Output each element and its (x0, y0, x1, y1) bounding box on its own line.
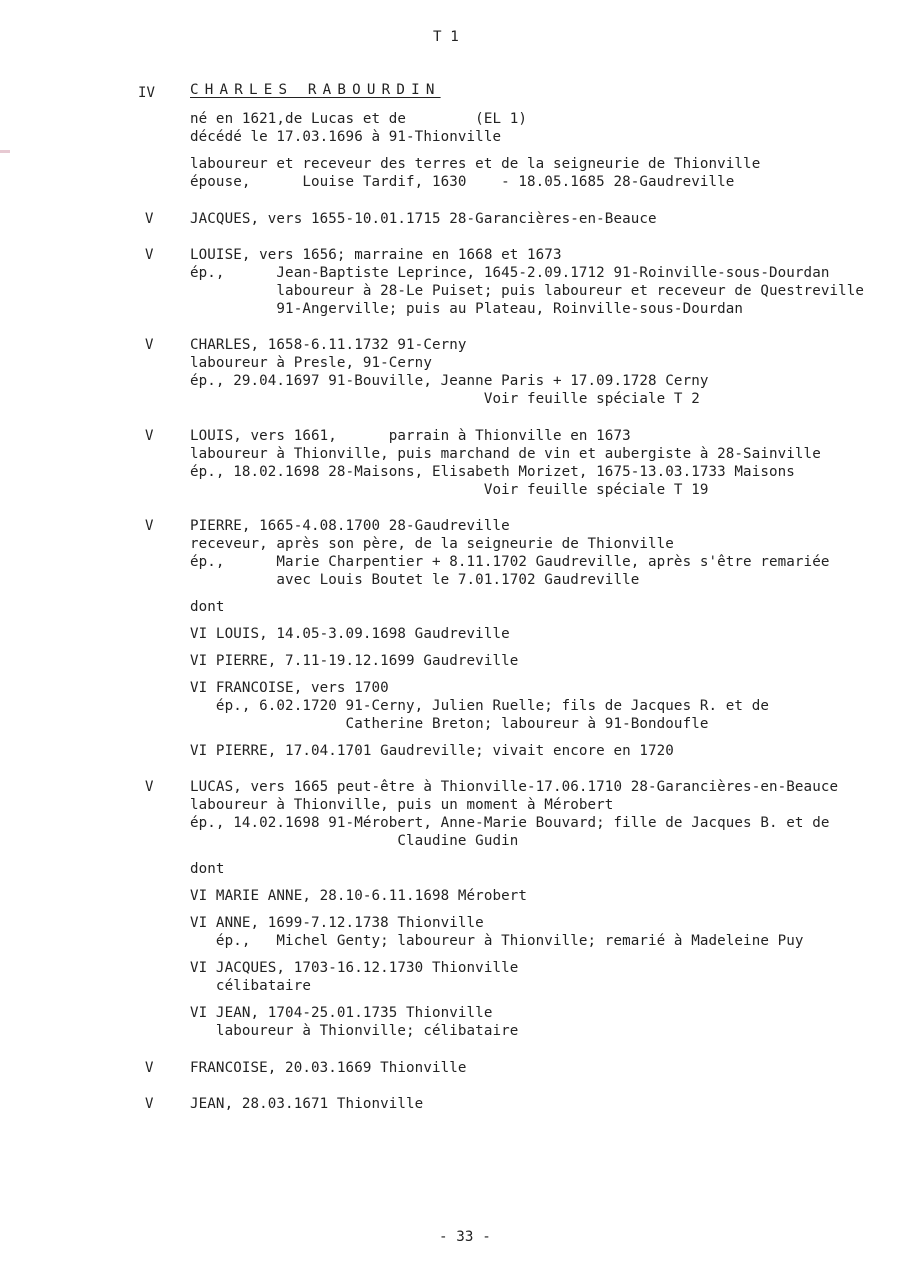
entry-line: ép., 18.02.1698 28-Maisons, Elisabeth Morizet, 1675-13.03.1733 Maisons (190, 464, 795, 480)
generation-label: V (145, 337, 154, 353)
grandchild-line: Catherine Breton; laboureur à 91-Bondoufle (190, 716, 709, 732)
grandchild-line: ép., Michel Genty; laboureur à Thionville; remarié à Madeleine Puy (190, 933, 804, 949)
birth-line: né en 1621,de Lucas et de (EL 1) (190, 111, 528, 127)
grandchild-line: VI JACQUES, 1703-16.12.1730 Thionville (190, 960, 519, 976)
generation-label: V (145, 247, 154, 263)
entry-line: PIERRE, 1665-4.08.1700 28-Gaudreville (190, 518, 510, 534)
entry-line: FRANCOISE, 20.03.1669 Thionville (190, 1060, 467, 1076)
entry-line: CHARLES, 1658-6.11.1732 91-Cerny (190, 337, 467, 353)
entry-line: Voir feuille spéciale T 19 (190, 482, 709, 498)
grandchild-line: VI ANNE, 1699-7.12.1738 Thionville (190, 915, 484, 931)
dont-label: dont (190, 861, 225, 877)
entry-line: ép., 29.04.1697 91-Bouville, Jeanne Paris + 17.09.1728 Cerny (190, 373, 709, 389)
generation-label: V (145, 518, 154, 534)
entry-line: JACQUES, vers 1655-10.01.1715 28-Garancières-en-Beauce (190, 211, 657, 227)
spouse-line: épouse, Louise Tardif, 1630 - 18.05.1685 28-Gaudreville (190, 174, 735, 190)
entry-line: laboureur à Thionville, puis marchand de vin et aubergiste à 28-Sainville (190, 446, 821, 462)
grandchild-line: VI FRANCOISE, vers 1700 (190, 680, 389, 696)
grandchild-line: VI JEAN, 1704-25.01.1735 Thionville (190, 1005, 493, 1021)
grandchild-line: VI LOUIS, 14.05-3.09.1698 Gaudreville (190, 626, 510, 642)
entry-line: laboureur à Thionville, puis un moment à Mérobert (190, 797, 614, 813)
entry-line: JEAN, 28.03.1671 Thionville (190, 1096, 424, 1112)
page-number: - 33 - (439, 1229, 491, 1245)
entry-line: receveur, après son père, de la seigneurie de Thionville (190, 536, 674, 552)
grandchild-line: VI PIERRE, 7.11-19.12.1699 Gaudreville (190, 653, 519, 669)
person-name: CHARLES RABOURDIN (190, 82, 441, 98)
entry-line: LUCAS, vers 1665 peut-être à Thionville-17.06.1710 28-Garancières-en-Beauce (190, 779, 839, 795)
entry-line: ép., 14.02.1698 91-Mérobert, Anne-Marie Bouvard; fille de Jacques B. et de (190, 815, 830, 831)
scan-mark (0, 150, 10, 153)
entry-line: LOUIS, vers 1661, parrain à Thionville en 1673 (190, 428, 631, 444)
dont-label: dont (190, 599, 225, 615)
grandchild-line: laboureur à Thionville; célibataire (190, 1023, 519, 1039)
grandchild-line: VI PIERRE, 17.04.1701 Gaudreville; vivait encore en 1720 (190, 743, 674, 759)
generation-label: V (145, 1060, 154, 1076)
death-line: décédé le 17.03.1696 à 91-Thionville (190, 129, 502, 145)
entry-line: Claudine Gudin (190, 833, 519, 849)
entry-line: avec Louis Boutet le 7.01.1702 Gaudreville (190, 572, 640, 588)
generation-label: V (145, 779, 154, 795)
grandchild-line: célibataire (190, 978, 311, 994)
generation-label: V (145, 1096, 154, 1112)
entry-line: 91-Angerville; puis au Plateau, Roinville-sous-Dourdan (190, 301, 744, 317)
entry-line: laboureur à 28-Le Puiset; puis laboureur et receveur de Questreville (190, 283, 865, 299)
entry-line: ép., Marie Charpentier + 8.11.1702 Gaudreville, après s'être remariée (190, 554, 830, 570)
generation-label: IV (138, 85, 156, 101)
entry-line: ép., Jean-Baptiste Leprince, 1645-2.09.1712 91-Roinville-sous-Dourdan (190, 265, 830, 281)
entry-line: LOUISE, vers 1656; marraine en 1668 et 1673 (190, 247, 562, 263)
grandchild-line: VI MARIE ANNE, 28.10-6.11.1698 Mérobert (190, 888, 528, 904)
occupation-line: laboureur et receveur des terres et de la seigneurie de Thionville (190, 156, 761, 172)
entry-line: Voir feuille spéciale T 2 (190, 391, 700, 407)
generation-label: V (145, 211, 154, 227)
entry-line: laboureur à Presle, 91-Cerny (190, 355, 432, 371)
sheet-code: T 1 (433, 29, 459, 45)
generation-label: V (145, 428, 154, 444)
grandchild-line: ép., 6.02.1720 91-Cerny, Julien Ruelle; fils de Jacques R. et de (190, 698, 769, 714)
